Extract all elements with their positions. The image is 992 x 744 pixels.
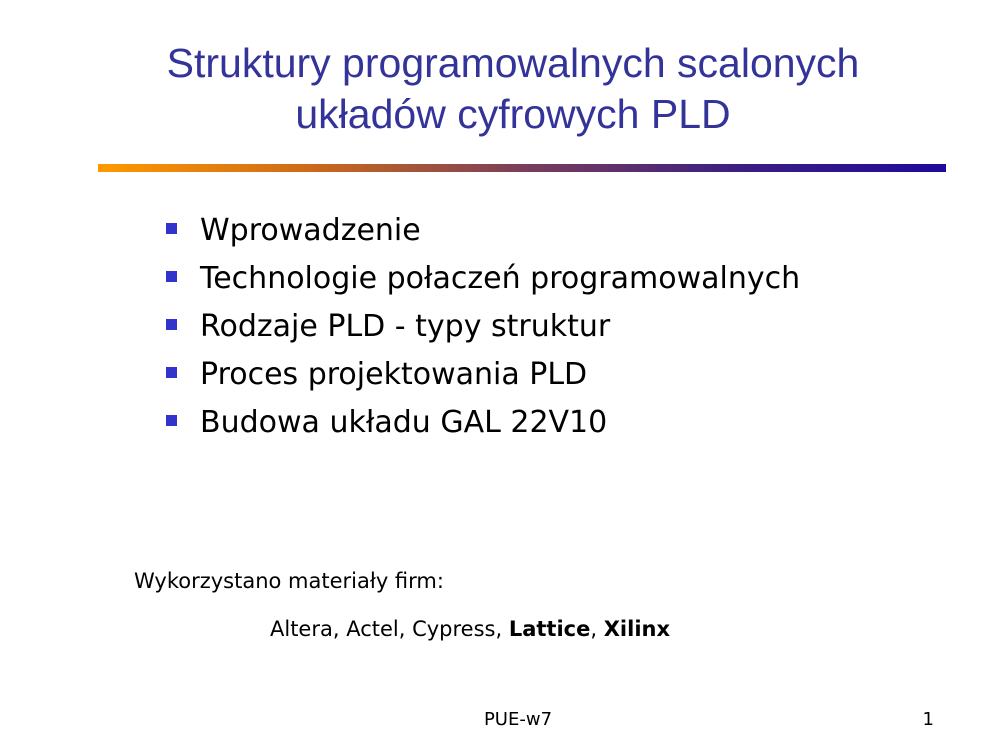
bullet-list [162,210,800,450]
footer-text: PUE-w7 [483,709,553,730]
slide-title-line-2: układów cyfrowych PLD [295,91,731,137]
credits-firms [270,614,670,644]
bullet-text: Technologie połaczeń programowalnych [200,261,801,296]
slide-title [60,38,966,140]
square-bullet-icon [166,367,177,378]
bullet-text: Proces projektowania PLD [200,357,588,392]
list-item [162,306,800,354]
page-number: 1 [922,709,934,730]
square-bullet-icon [166,415,177,426]
credits-firm-lattice: Lattice [508,617,591,641]
credits-firm-xilinx: Xilinx [603,617,671,641]
bullet-text: Budowa układu GAL 22V10 [200,405,608,440]
list-item [162,258,800,306]
list-item [162,402,800,450]
list-item [162,210,800,258]
list-item [162,354,800,402]
square-bullet-icon [166,319,177,330]
credits-label: Wykorzystano materiały firm: [134,569,444,593]
title-divider [98,164,946,172]
bullet-text: Rodzaje PLD - typy struktur [200,309,611,344]
square-bullet-icon [166,271,177,282]
slide-title-line-1: Struktury programowalnych scalonych [166,40,860,86]
square-bullet-icon [166,223,177,234]
credits-firms-plain: Altera, Actel, Cypress, [270,617,509,641]
bullet-text: Wprowadzenie [200,213,421,248]
credits-firms-separator: , [590,617,604,641]
